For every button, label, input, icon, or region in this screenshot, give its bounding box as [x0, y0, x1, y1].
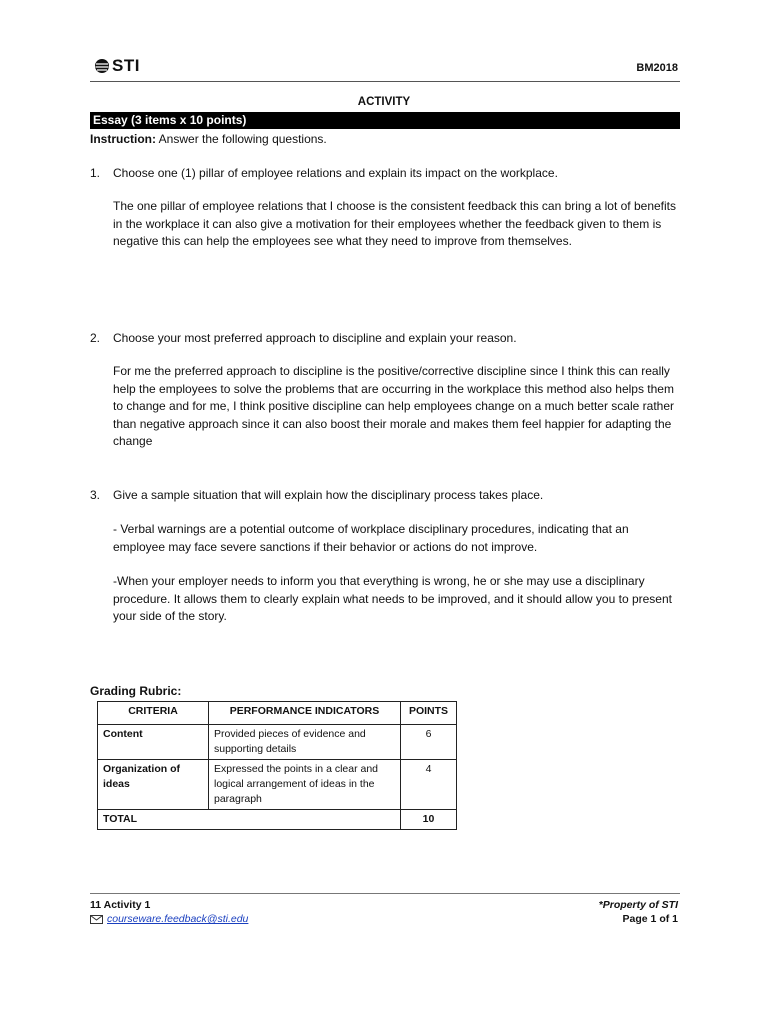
footer-email-line: [90, 913, 248, 925]
instruction: [90, 132, 327, 146]
question-1-number: 1.: [90, 166, 101, 180]
footer-divider: [90, 893, 680, 894]
rubric-header-indicators: PERFORMANCE INDICATORS: [209, 702, 401, 725]
question-3-text: Give a sample situation that will explain how the disciplinary process takes place.: [113, 488, 544, 502]
question-2-number: 2.: [90, 331, 101, 345]
footer-activity: 11 Activity 1: [90, 899, 151, 911]
rubric-total-row: [98, 810, 457, 830]
envelope-icon: [90, 915, 103, 924]
rubric-row: [98, 725, 457, 760]
page-title: ACTIVITY: [357, 96, 411, 108]
question-2-text: Choose your most preferred approach to discipline and explain your reason.: [113, 331, 517, 345]
essay-bar: Essay (3 items x 10 points): [90, 112, 680, 129]
instruction-label: Instruction:: [90, 132, 156, 146]
instruction-text: Answer the following questions.: [156, 132, 327, 146]
rubric-table: [97, 701, 457, 830]
doc-code: BM2018: [636, 62, 678, 74]
answer-2: For me the preferred approach to discipline is the positive/corrective discipline since I think this can really help the employees to solve the problems that are occurring in the workplace this method also helps them to change and for me, I think positive discipline can help employees change on a much better scale rather than negative approach since it can also boost their morale and makes them feel happier for adapting the change: [113, 364, 674, 448]
rubric-indicator: Expressed the points in a clear and logical arrangement of ideas in the paragraph: [209, 760, 401, 810]
rubric-total-label: TOTAL: [98, 810, 401, 830]
rubric-indicator: Provided pieces of evidence and supporting details: [209, 725, 401, 760]
footer-property: *Property of STI: [598, 899, 678, 911]
footer-email-link[interactable]: courseware.feedback@sti.edu: [107, 913, 249, 925]
rubric-header-criteria: CRITERIA: [98, 702, 209, 725]
answer-3b: -When your employer needs to inform you that everything is wrong, he or she may use a disciplinary procedure. It allows them to clearly explain what needs to be improved, and it should allow you to present your side of the story.: [113, 574, 672, 623]
logo-text: STI: [112, 56, 140, 75]
rubric-row: [98, 760, 457, 810]
footer-page: Page 1 of 1: [622, 913, 678, 925]
rubric-criteria: Content: [98, 725, 209, 760]
answer-3a: - Verbal warnings are a potential outcome of workplace disciplinary procedures, indicating that an employee may face severe sanctions if their behavior or actions do not improve.: [113, 522, 629, 554]
sti-logo-icon: [94, 58, 110, 74]
rubric-total-points: 10: [401, 810, 457, 830]
rubric-header-points: POINTS: [401, 702, 457, 725]
rubric-header-row: [98, 702, 457, 725]
sti-logo: [94, 56, 140, 76]
question-1-text: Choose one (1) pillar of employee relations and explain its impact on the workplace.: [113, 166, 558, 180]
question-3-number: 3.: [90, 488, 101, 502]
rubric-points: 6: [401, 725, 457, 760]
answer-1: The one pillar of employee relations that I choose is the consistent feedback this can bring a lot of benefits in the workplace it can also give a motivation for their employees whether the feedback given to them is negative this can help the employees see what they need to improve from themselves.: [113, 199, 676, 248]
rubric-title: Grading Rubric:: [90, 684, 182, 698]
rubric-points: 4: [401, 760, 457, 810]
rubric-criteria: Organization of ideas: [98, 760, 209, 810]
header-divider: [90, 81, 680, 82]
